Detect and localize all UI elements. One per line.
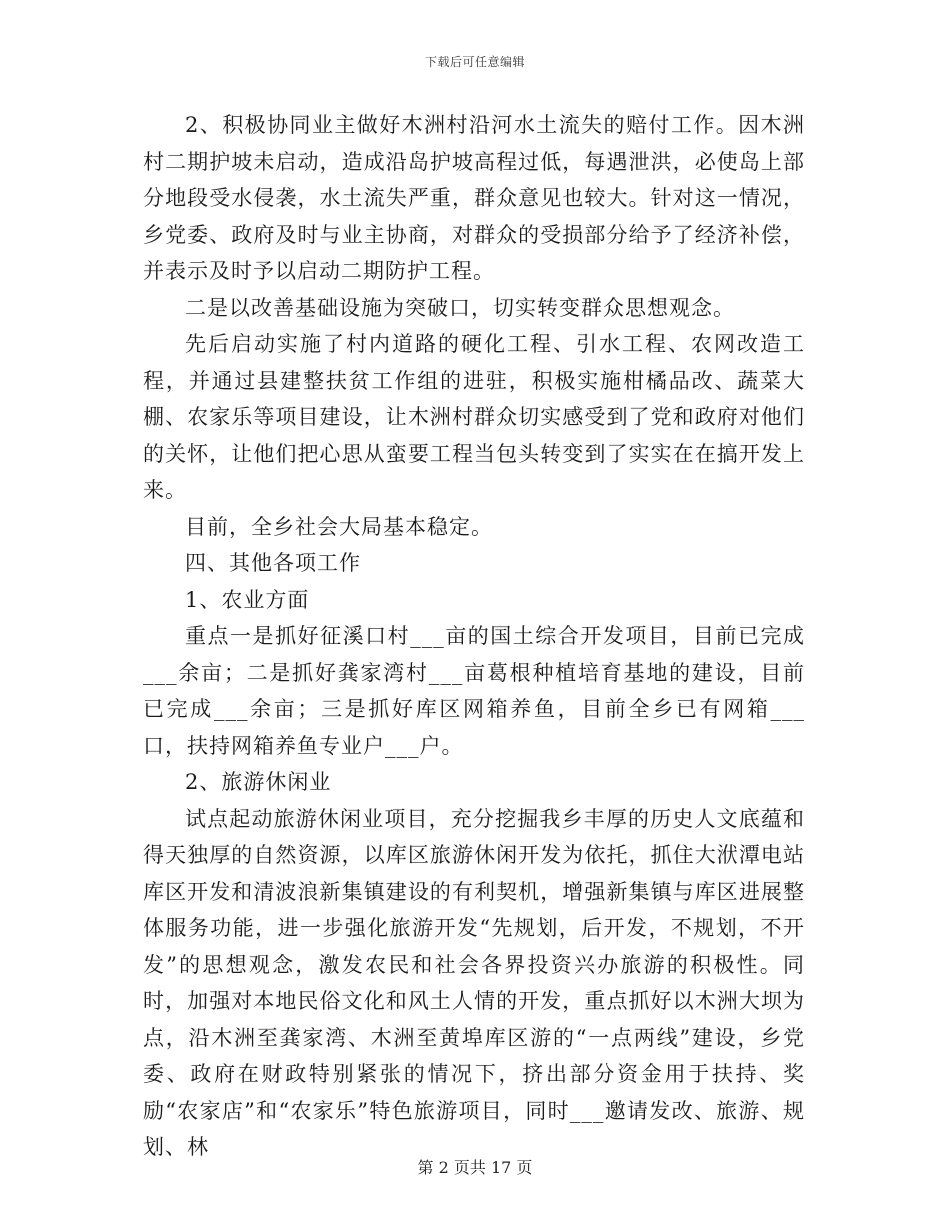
document-body bbox=[143, 107, 805, 1166]
paragraph-infrastructure-projects: 先后启动实施了村内道路的硬化工程、引水工程、农网改造工程，并通过县建整扶贫工作组的进驻，积极实施柑橘品改、蔬菜大棚、农家乐等项目建设，让木洲村群众切实感受到了党和政府对他们的关怀，让他们把心思从蛮要工程当包头转变到了实实在在搞开发上来。 bbox=[143, 332, 805, 502]
subheading-agriculture: 1、农业方面 bbox=[185, 587, 310, 612]
page-header-note: 下载后可任意编辑 bbox=[424, 55, 525, 69]
subheading-tourism: 2、旅游休闲业 bbox=[185, 770, 332, 794]
paragraph-social-stability: 目前，全乡社会大局基本稳定。 bbox=[185, 514, 493, 539]
paragraph-tourism: 试点起动旅游休闲业项目，充分挖掘我乡丰厚的历史人文底蕴和得天独厚的自然资源，以库区旅游休闲开发为依托，抓住大洑潭电站库区开发和清波浪新集镇建设的有利契机，增强新集镇与库区进展整体服务功能，进一步强化旅游开发“先规划，后开发，不规划，不开发”的思想观念，激发农民和社会各界投资兴办旅游的积极性。同时，加强对本地民俗文化和风土人情的开发，重点抓好以木洲大坝为点，沿木洲至龚家湾、木洲至黄埠库区游的“一点两线”建设，乡党委、政府在财政特别紧张的情况下，挤出部分资金用于扶持、奖励“农家店”和“农家乐”特色旅游项目，同时___邀请发改、旅游、规划、林 bbox=[143, 806, 805, 1159]
page-number: 第 2 页共 17 页 bbox=[417, 1158, 533, 1177]
paragraph-agriculture: 重点一是抓好征溪口村___亩的国土综合开发项目，目前已完成___余亩；二是抓好龚家湾村___亩葛根种植培育基地的建设，目前已完成___余亩；三是抓好库区网箱养鱼，目前全乡已有网箱___口，扶持网箱养鱼专业户___户。 bbox=[143, 624, 805, 758]
section-heading-other-work: 四、其他各项工作 bbox=[185, 551, 361, 575]
paragraph-compensation-work: 2、积极协同业主做好木洲村沿河水土流失的赔付工作。因木洲村二期护坡未启动，造成沿岛护坡高程过低，每遇泄洪，必使岛上部分地段受水侵袭，水土流失严重，群众意见也较大。针对这一情况，乡党委、政府及时与业主协商，对群众的受损部分给予了经济补偿，并表示及时予以启动二期防护工程。 bbox=[143, 113, 805, 283]
paragraph-infrastructure-heading: 二是以改善基础设施为突破口，切实转变群众思想观念。 bbox=[185, 295, 735, 320]
